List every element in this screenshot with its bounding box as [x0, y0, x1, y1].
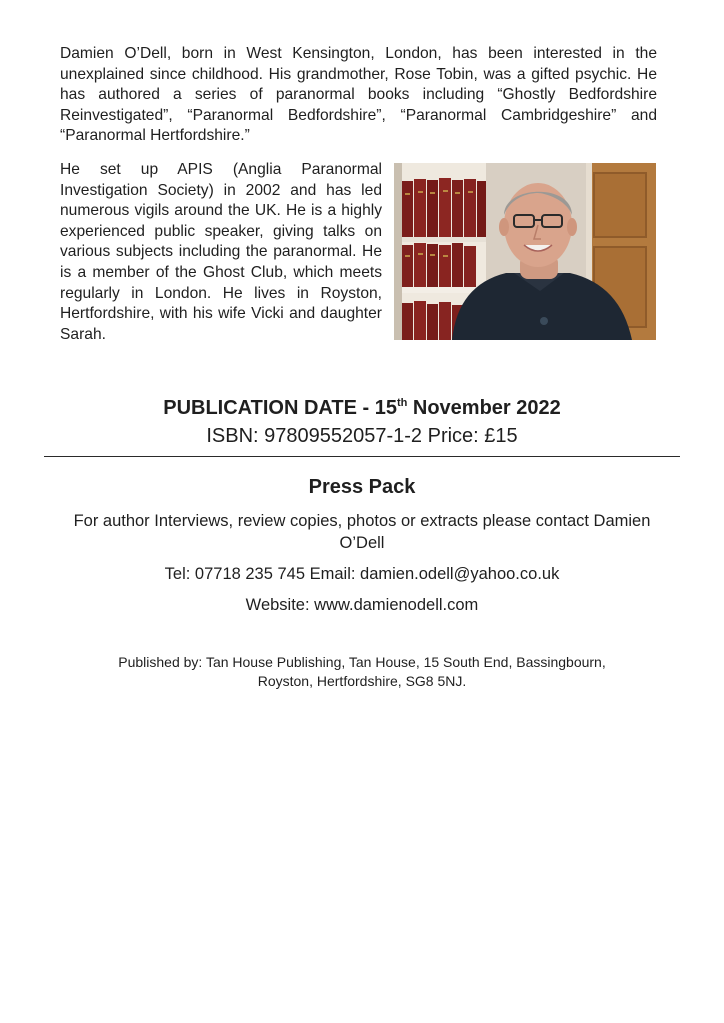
section-divider — [44, 456, 680, 457]
website-line: Website: www.damienodell.com — [245, 596, 479, 614]
publication-date-suffix: th — [396, 397, 408, 409]
publication-date — [0, 396, 724, 420]
publisher-info — [72, 653, 652, 691]
publication-date-month-year: November 2022 — [407, 397, 561, 419]
isbn-price: ISBN: 97809552057-1-2 Price: £15 — [206, 425, 518, 447]
tel-email-line: Tel: 07718 235 745 Email: damien.odell@yahoo.co.uk — [164, 565, 560, 583]
press-pack-heading: Press Pack — [308, 476, 416, 498]
author-bio-details: He set up APIS (Anglia Paranormal Investigation Society) in 2002 and has led numerous vigils around the UK. He is a highly experienced public speaker, giving talks on various subjects including the paranormal. He is a member of the Ghost Club, which meets regularly in London. He lives in Royston, Hertfordshire, with his wife Vicki and daughter Sarah. — [60, 161, 382, 343]
publication-date-prefix: PUBLICATION DATE - 15 — [163, 397, 397, 419]
publisher-line-1: Published by: Tan House Publishing, Tan House, 15 South End, Bassingbourn, — [118, 654, 606, 670]
author-bio-intro: Damien O’Dell, born in West Kensington, London, has been interested in the unexplained since childhood. His grandmother, Rose Tobin, was a gifted psychic. He has authored a series of paranormal books including “Ghostly Bedfordshire Reinvestigated”, “Paranormal Bedfordshire”, “Paranormal Cambridgeshire” and “Paranormal Hertfordshire.” — [60, 45, 657, 145]
author-photo — [394, 163, 656, 340]
publisher-line-2: Royston, Hertfordshire, SG8 5NJ. — [257, 673, 467, 689]
press-contact-text: For author Interviews, review copies, photos or extracts please contact Damien O’Dell — [73, 512, 651, 552]
